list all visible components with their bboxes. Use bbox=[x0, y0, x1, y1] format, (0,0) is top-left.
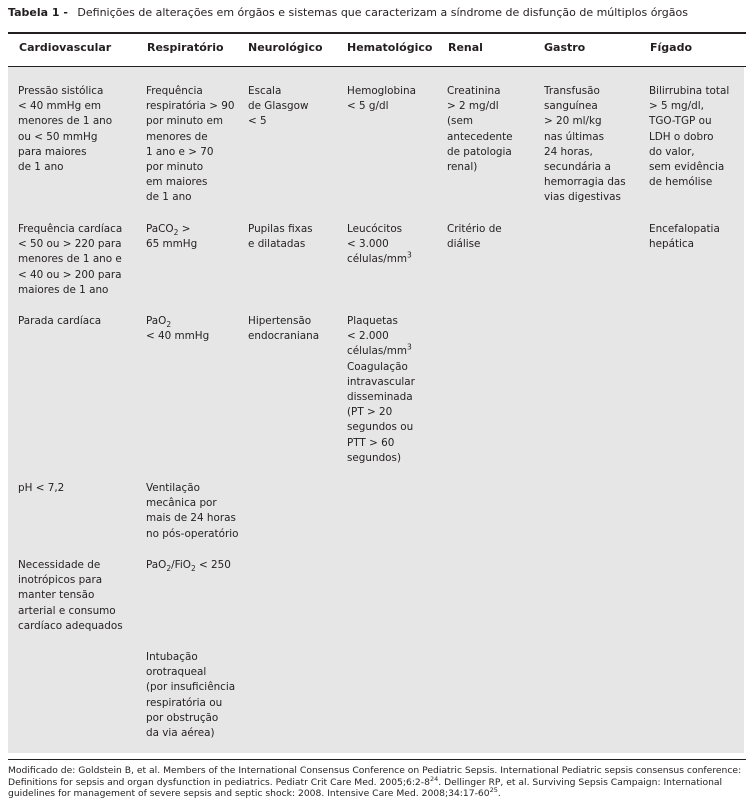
cell-r1-gastro: Transfusão sanguínea > 20 ml/kg nas últimas 24 horas, secundária a hemorragia das vias digestivas bbox=[544, 85, 626, 204]
column-header-respiratorio: Respiratório bbox=[147, 41, 224, 54]
cell-r2-hematologico-text: Leucócitos < 3.000 células/mm bbox=[347, 223, 407, 266]
cell-r6-respiratorio: Intubação orotraqueal (por insuficiência respiratória ou por obstrução da via aérea) bbox=[146, 651, 236, 740]
footnote-ref-1: 24 bbox=[429, 774, 439, 783]
cell-r3-hematologico bbox=[347, 314, 415, 466]
cell-r5-respiratorio-subscript-2: 2 bbox=[190, 564, 196, 574]
cell-r4-respiratorio: Ventilação mecânica por mais de 24 horas no pós-operatório bbox=[146, 482, 239, 540]
cell-r3-neurologico: Hipertensão endocraniana bbox=[248, 315, 320, 343]
footnote-ref-2: 25 bbox=[489, 785, 498, 794]
cell-r2-respiratorio bbox=[146, 222, 197, 252]
cell-r3-hematologico-text: Plaquetas < 2.000 células/mm bbox=[347, 315, 407, 358]
cell-r2-neurologico: Pupilas fixas e dilatadas bbox=[248, 223, 313, 251]
cell-r5-respiratorio bbox=[146, 558, 231, 573]
cell-r4-cardiovascular: pH < 7,2 bbox=[18, 482, 65, 494]
table-bottom-rule bbox=[8, 759, 746, 760]
cell-r2-hematologico-superscript: 3 bbox=[407, 250, 412, 260]
table-caption bbox=[8, 6, 748, 20]
table-footnote bbox=[8, 765, 746, 800]
cell-r5-respiratorio-subscript-1: 2 bbox=[166, 564, 172, 574]
cell-r3-respiratorio-text: PaO bbox=[146, 315, 167, 327]
cell-r2-renal: Critério de diálise bbox=[447, 223, 502, 251]
column-header-gastro: Gastro bbox=[544, 41, 586, 54]
cell-r3-respiratorio-subscript: 2 bbox=[166, 320, 172, 330]
table-caption-label: Tabela 1 - bbox=[8, 6, 68, 19]
cell-r2-figado: Encefalopatia hepática bbox=[649, 223, 720, 251]
cell-r2-cardiovascular: Frequência cardíaca < 50 ou > 220 para menores de 1 ano e < 40 ou > 200 para maiores de 1 ano bbox=[18, 223, 123, 296]
cell-r5-respiratorio-text-c: < 250 bbox=[195, 559, 231, 571]
table-top-rule bbox=[8, 32, 746, 34]
cell-r5-respiratorio-text-a: PaO bbox=[146, 559, 167, 571]
column-header-neurologico: Neurológico bbox=[248, 41, 323, 54]
cell-r2-respiratorio-rest: > 65 mmHg bbox=[146, 223, 198, 251]
table-header-row bbox=[0, 41, 752, 59]
cell-r2-hematologico bbox=[347, 222, 412, 268]
column-header-figado: Fígado bbox=[650, 41, 693, 54]
cell-r1-hematologico: Hemoglobina < 5 g/dl bbox=[347, 85, 416, 113]
cell-r2-respiratorio-text: PaCO bbox=[146, 223, 174, 235]
table-caption-text: Definições de alterações em órgãos e sistemas que caracterizam a síndrome de disfunção de múltiplos órgãos bbox=[77, 6, 688, 19]
cell-r3-cardiovascular: Parada cardíaca bbox=[18, 315, 102, 327]
cell-r5-respiratorio-text-b: /FiO bbox=[171, 559, 191, 571]
cell-r1-respiratorio: Frequência respiratória > 90 por minuto em menores de 1 ano e > 70 por minuto em maiores de 1 ano bbox=[146, 85, 235, 204]
cell-r1-cardiovascular: Pressão sistólica < 40 mmHg em menores de 1 ano ou < 50 mmHg para maiores de 1 ano bbox=[18, 85, 113, 174]
column-header-hematologico: Hematológico bbox=[347, 41, 433, 54]
column-header-renal: Renal bbox=[448, 41, 483, 54]
cell-r2-respiratorio-subscript: 2 bbox=[173, 228, 179, 238]
cell-r3-respiratorio-rest: < 40 mmHg bbox=[146, 330, 210, 343]
cell-r3-hematologico-superscript: 3 bbox=[407, 342, 412, 352]
column-header-cardiovascular: Cardiovascular bbox=[19, 41, 112, 54]
cell-r3-respiratorio bbox=[146, 314, 209, 344]
cell-r1-renal: Creatinina > 2 mg/dl (sem antecedente de patologia renal) bbox=[447, 85, 513, 174]
footnote-text-end: . bbox=[497, 788, 501, 799]
cell-r1-figado: Bilirrubina total > 5 mg/dl, TGO-TGP ou LDH o dobro do valor, sem evidência de hemólise bbox=[649, 85, 730, 189]
footnote-text-mid: . Dellinger RP, et al. Surviving Sepsis Campaign: International guidelines for management of severe sepsis and septic shock: 2008. Intensive Care Med. 2008;34:17-60 bbox=[8, 776, 723, 799]
cell-r5-cardiovascular: Necessidade de inotrópicos para manter tensão arterial e consumo cardíaco adequados bbox=[18, 559, 123, 632]
cell-r1-neurologico: Escala de Glasgow < 5 bbox=[248, 85, 309, 128]
cell-r3-hematologico-rest: Coagulação intravascular disseminada (PT > 20 segundos ou PTT > 60 segundos) bbox=[347, 360, 415, 464]
footnote-text: Modificado de: Goldstein B, et al. Members of the International Consensus Conference on Pediatric Sepsis. International Pediatric sepsis consensus conference: Definitions for sepsis and organ dysfunction in pediatrics. Pediatr Crit Care Med. 2005;6:2-8 bbox=[8, 765, 742, 788]
